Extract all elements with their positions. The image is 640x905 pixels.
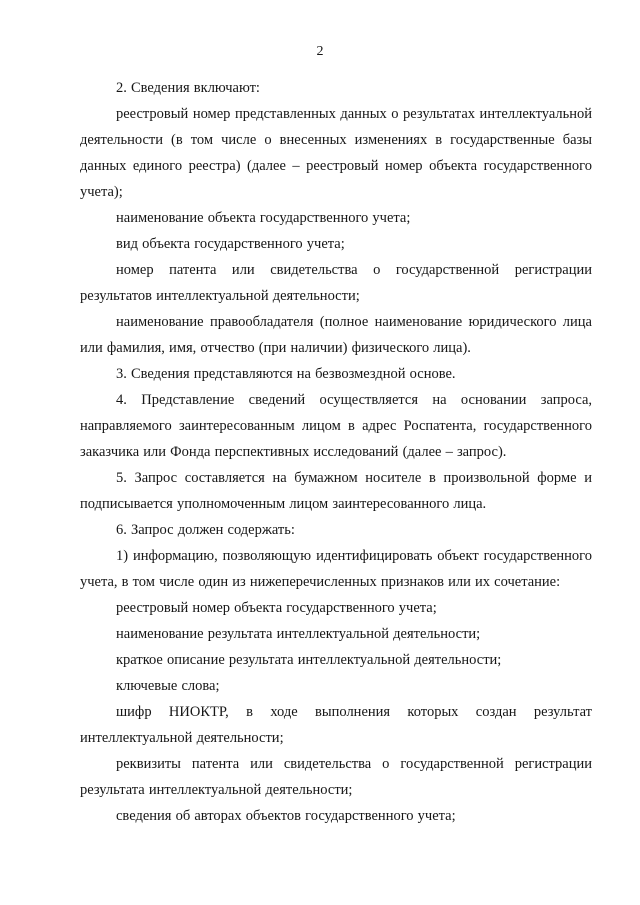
paragraph-object-type: вид объекта государственного учета;: [116, 236, 345, 252]
paragraph-object-name: наименование объекта государственного учета;: [116, 210, 411, 226]
page-number: 2: [316, 44, 324, 59]
paragraph-section-3: 3. Сведения представляются на безвозмездной основе.: [116, 366, 456, 382]
paragraph-section-2-heading: 2. Сведения включают:: [116, 80, 260, 96]
paragraph-section-5: 5. Запрос составляется на бумажном носителе в произвольной форме и подписывается уполномоченным лицом заинтересованного лица.: [80, 470, 592, 512]
paragraph-result-name-item: наименование результата интеллектуальной деятельности;: [116, 626, 481, 642]
paragraph-rightholder: наименование правообладателя (полное наименование юридического лица или фамилия, имя, отчество (при наличии) физического лица).: [80, 314, 592, 356]
paragraph-short-description-item: краткое описание результата интеллектуальной деятельности;: [116, 652, 502, 668]
document-body: [80, 75, 592, 829]
paragraph-authors-item: сведения об авторах объектов государственного учета;: [116, 808, 456, 824]
paragraph-keywords-item: ключевые слова;: [116, 678, 220, 694]
paragraph-patent-number: номер патента или свидетельства о государственной регистрации результатов интеллектуальной деятельности;: [80, 262, 592, 304]
paragraph-nioktr-code-item: шифр НИОКТР, в ходе выполнения которых создан результат интеллектуальной деятельности;: [80, 704, 592, 746]
paragraph-registry-number: реестровый номер представленных данных о результатах интеллектуальной деятельности (в том числе о внесенных изменениях в государственные базы данных единого реестра) (далее – реестровый номер объекта государственного учета);: [80, 106, 592, 200]
paragraph-patent-details-item: реквизиты патента или свидетельства о государственной регистрации результата интеллектуальной деятельности;: [80, 756, 592, 798]
paragraph-item-1-identification: 1) информацию, позволяющую идентифицировать объект государственного учета, в том числе один из нижеперечисленных признаков или их сочетание:: [80, 548, 592, 590]
paragraph-section-6-heading: 6. Запрос должен содержать:: [116, 522, 295, 538]
paragraph-registry-number-item: реестровый номер объекта государственного учета;: [116, 600, 437, 616]
paragraph-section-4: 4. Представление сведений осуществляется на основании запроса, направляемого заинтересованным лицом в адрес Роспатента, государственного заказчика или Фонда перспективных исследований (далее – запрос).: [80, 392, 592, 460]
